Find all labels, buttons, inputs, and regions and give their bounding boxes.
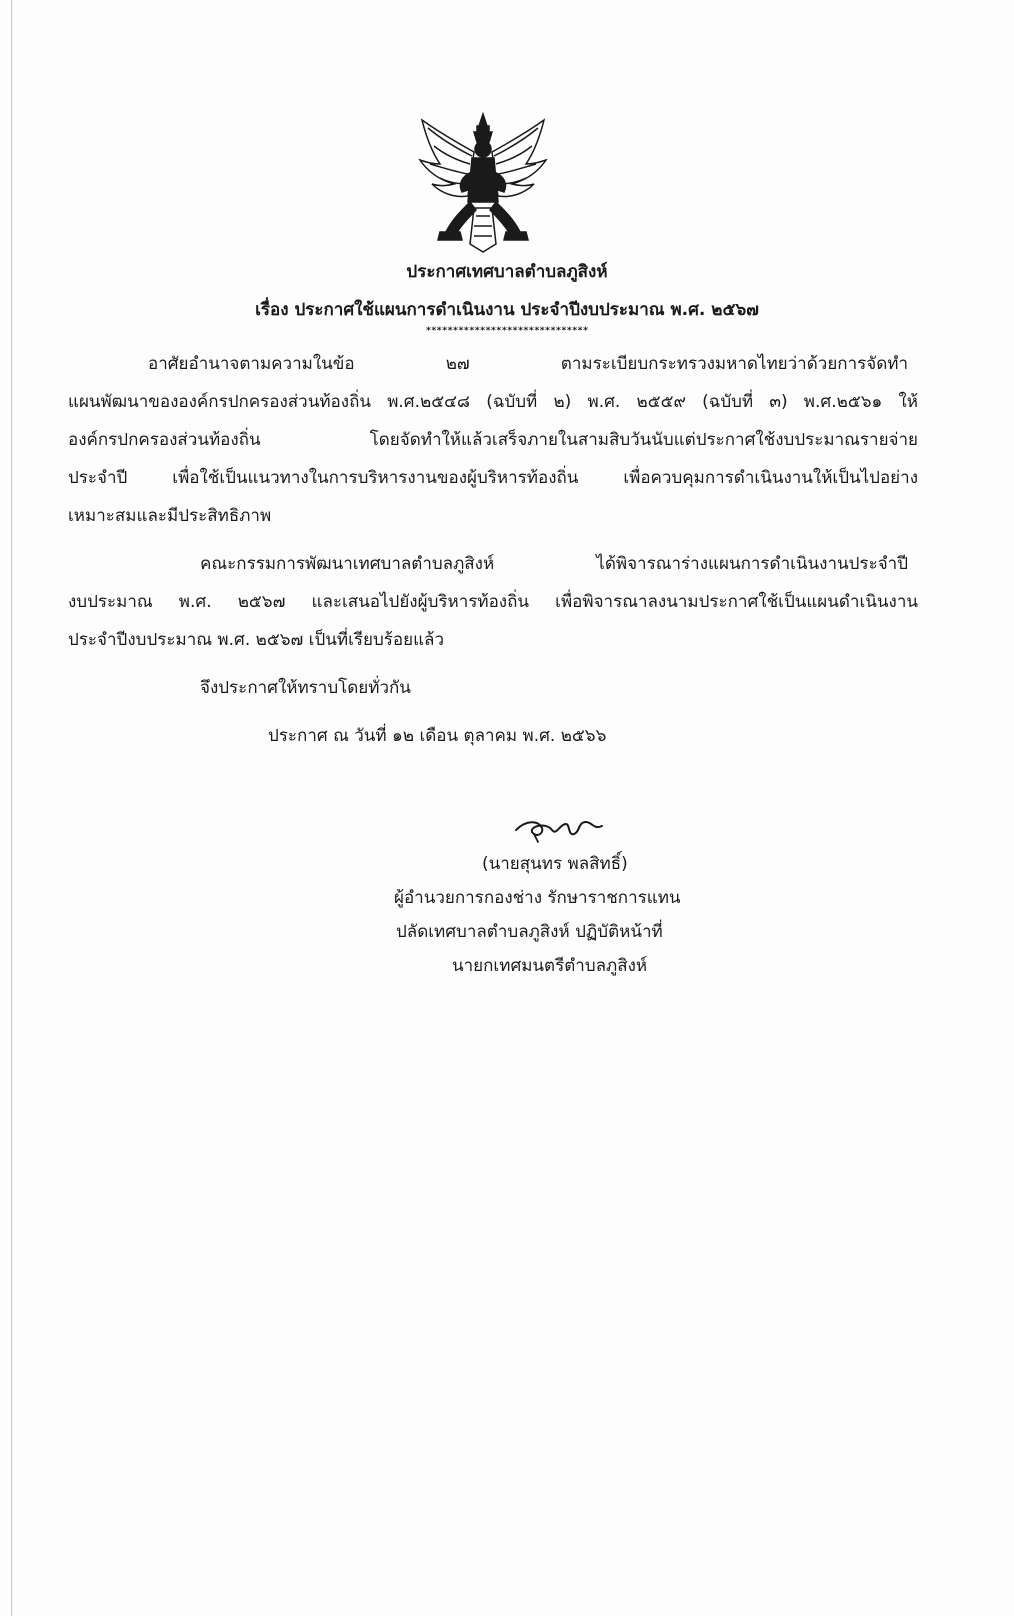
paragraph-line: ประจำปีงบประมาณ พ.ศ. ๒๕๖๗ เป็นที่เรียบร้อยแล้ว: [68, 630, 445, 650]
signature-mark: [512, 810, 608, 846]
scan-edge-line: [11, 0, 12, 1616]
paragraph-line: แผนพัฒนาขององค์กรปกครองส่วนท้องถิ่น พ.ศ.๒๕๔๘ (ฉบับที่ ๒) พ.ศ. ๒๕๕๙ (ฉบับที่ ๓) พ.ศ.๒๕๖๑ ให้: [68, 392, 918, 412]
signatory-position: นายกเทศมนตรีตำบลภูสิงห์: [452, 956, 648, 976]
announcement-date: ประกาศ ณ วันที่ ๑๒ เดือน ตุลาคม พ.ศ. ๒๕๖๖: [268, 726, 607, 746]
paragraph-line: เหมาะสมและมีประสิทธิภาพ: [68, 506, 272, 526]
paragraph-line: อาศัยอำนาจตามความในข้อ ๒๗ ตามระเบียบกระทรวงมหาดไทยว่าด้วยการจัดทำ: [148, 354, 908, 374]
separator-stars: ******************************: [425, 326, 589, 336]
paragraph-line: งบประมาณ พ.ศ. ๒๕๖๗ และเสนอไปยังผู้บริหารท้องถิ่น เพื่อพิจารณาลงนามประกาศใช้เป็นแผนดำเนินงาน: [68, 592, 918, 612]
announcement-org: ประกาศเทศบาลตำบลภูสิงห์: [406, 262, 608, 282]
paragraph-line: คณะกรรมการพัฒนาเทศบาลตำบลภูสิงห์ ได้พิจารณาร่างแผนการดำเนินงานประจำปี: [200, 554, 908, 574]
closing-statement: จึงประกาศให้ทราบโดยทั่วกัน: [200, 678, 411, 698]
signatory-name: (นายสุนทร พลสิทธิ์): [482, 854, 628, 874]
announcement-subject: เรื่อง ประกาศใช้แผนการดำเนินงาน ประจำปีงบประมาณ พ.ศ. ๒๕๖๗: [255, 300, 759, 320]
signatory-position: ผู้อำนวยการกองช่าง รักษาราชการแทน: [394, 888, 681, 908]
signatory-position: ปลัดเทศบาลตำบลภูสิงห์ ปฏิบัติหน้าที่: [396, 922, 663, 942]
garuda-emblem-icon: [416, 112, 550, 254]
paragraph-line: ประจำปี เพื่อใช้เป็นแนวทางในการบริหารงานของผู้บริหารท้องถิ่น เพื่อควบคุมการดำเนินงานให้เป็นไปอย่าง: [68, 468, 918, 488]
paragraph-line: องค์กรปกครองส่วนท้องถิ่น โดยจัดทำให้แล้วเสร็จภายในสามสิบวันนับแต่ประกาศใช้งบประมาณรายจ่าย: [68, 430, 918, 450]
